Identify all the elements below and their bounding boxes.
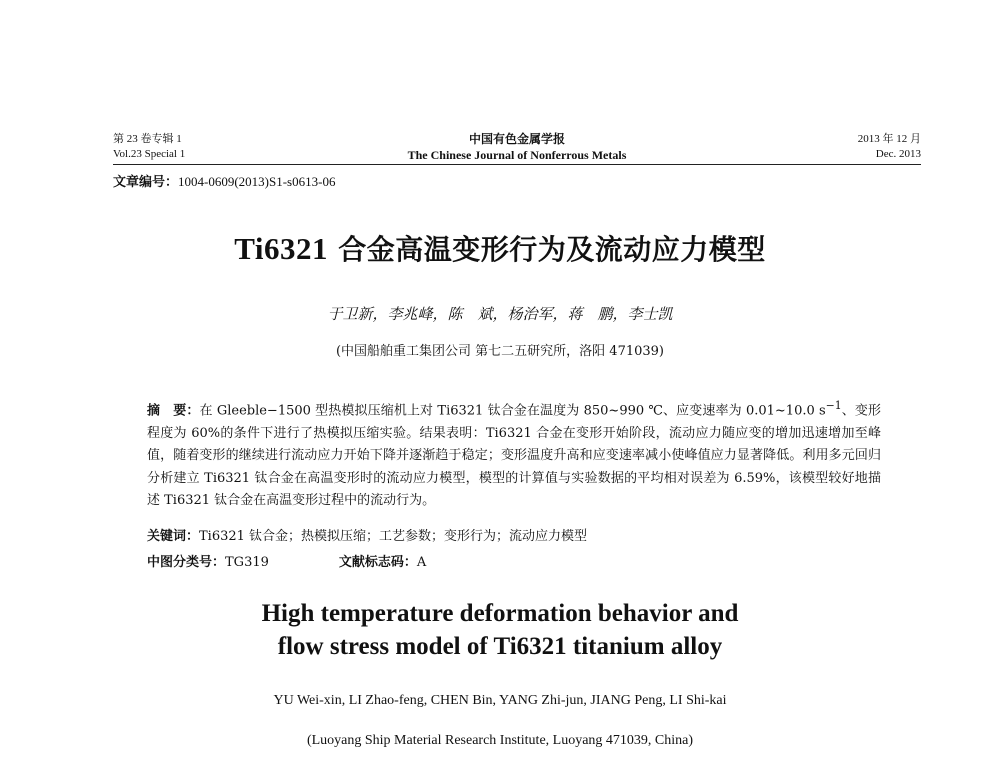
abstract-text-2: 、变形程度为 60%的条件下进行了热模拟压缩实验。结果表明：Ti6321 合金在变形开始阶段，流动应力随应变的增加迅速增加至峰值，随着变形的继续进行流动应力开始下降并逐渐趋于稳定；变形温度升高和应变速率减小使峰值应力显著降低。利用多元回归分析建立 Ti6321 钛合金在高温变形时的流动应力模型，模型的计算值与实验数据的平均相对误差为 6.59%，该模型较好地描述 Ti6321 钛合金在高温变形过程中的流动行为。 xyxy=(147,403,881,509)
journal-name-en: The Chinese Journal of Nonferrous Metals xyxy=(407,148,627,162)
title-cn-alloy: Ti6321 xyxy=(234,231,328,266)
abstract-label: 摘 要： xyxy=(147,403,200,419)
keywords-cn xyxy=(147,526,881,549)
title-en-line-1: High temperature deformation behavior and xyxy=(261,600,739,627)
affiliation-cn: (中国船舶重工集团公司 第七二五研究所，洛阳 471039) xyxy=(335,344,665,359)
header-rule xyxy=(113,164,921,165)
keywords-text: Ti6321 钛合金；热模拟压缩；工艺参数；变形行为；流动应力模型 xyxy=(199,529,588,544)
classification-line xyxy=(147,552,881,575)
title-en-line-2: flow stress model of Ti6321 titanium alloy xyxy=(277,633,723,660)
keywords-label: 关键词： xyxy=(147,529,200,544)
article-number-value: 1004-0609(2013)S1-s0613-06 xyxy=(178,174,336,189)
date-cn: 2013 年 12 月 xyxy=(857,133,921,145)
date-en: Dec. 2013 xyxy=(875,148,921,160)
abstract-text-1: 在 Gleeble−1500 型热模拟压缩机上对 Ti6321 钛合金在温度为 850~990 ℃、应变速率为 0.01~10.0 s xyxy=(199,403,826,419)
volume-en: Vol.23 Special 1 xyxy=(113,148,186,160)
doc-code-label: 文献标志码： xyxy=(338,555,417,570)
abstract-unit-superscript: −1 xyxy=(825,399,842,412)
journal-name-cn: 中国有色金属学报 xyxy=(468,132,565,146)
title-cn-rest: 合金高温变形行为及流动应力模型 xyxy=(327,233,766,266)
clc-value: TG319 xyxy=(225,555,269,570)
doc-code-value: A xyxy=(416,555,427,570)
article-number-label: 文章编号： xyxy=(113,175,179,190)
volume-cn: 第 23 卷专辑 1 xyxy=(113,133,182,145)
title-cn xyxy=(0,228,1000,268)
clc-label: 中图分类号： xyxy=(147,555,226,570)
authors-en: YU Wei-xin, LI Zhao-feng, CHEN Bin, YANG Zhi-jun, JIANG Peng, LI Shi-kai xyxy=(273,693,727,708)
authors-cn: 于卫新，李兆峰，陈 斌，杨治军，蒋 鹏，李士凯 xyxy=(327,305,673,323)
title-en xyxy=(0,597,1000,663)
abstract-cn xyxy=(147,395,881,513)
article-number xyxy=(113,171,335,190)
affiliation-en: (Luoyang Ship Material Research Institute, Luoyang 471039, China) xyxy=(306,733,694,748)
